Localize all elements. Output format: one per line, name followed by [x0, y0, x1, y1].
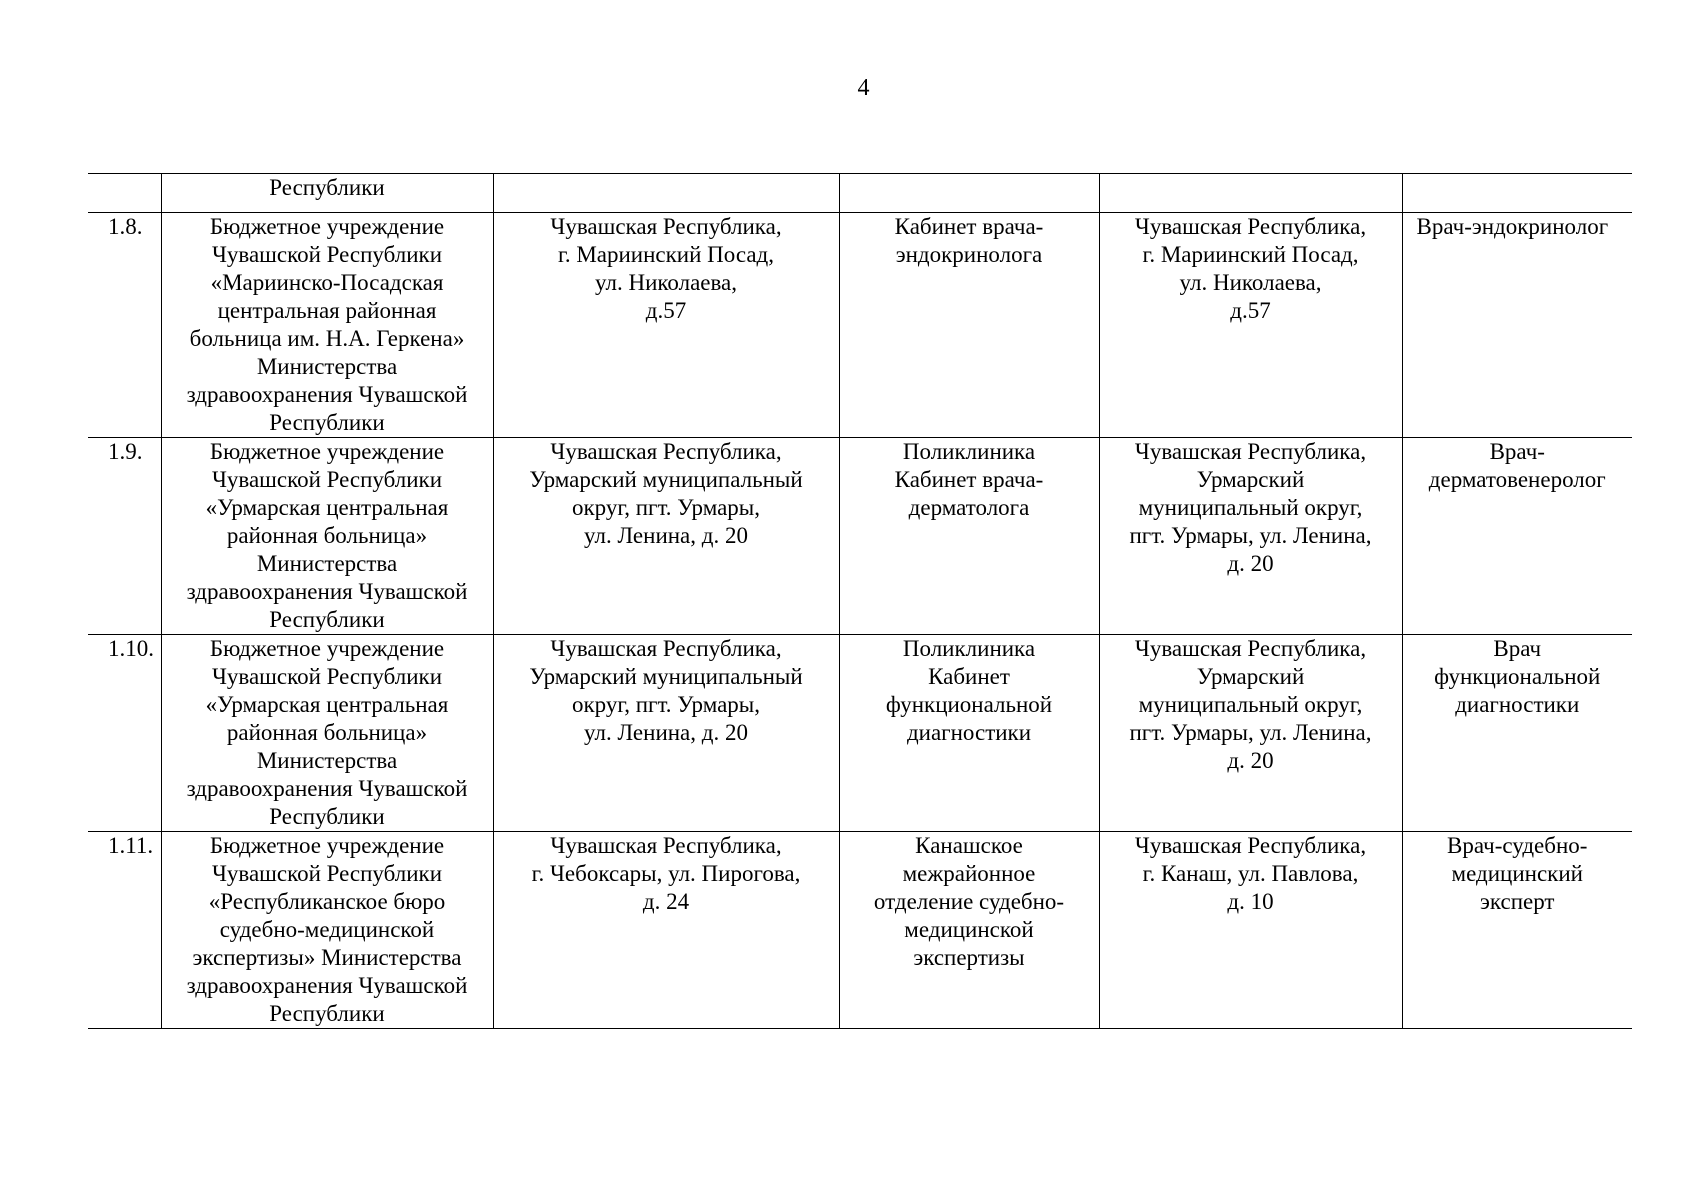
unit-cell [839, 174, 1099, 213]
unit-address-cell: Чувашская Республика, г. Канаш, ул. Павлова, д. 10 [1099, 832, 1402, 1029]
specialist-cell: Врач- дерматовенеролог [1402, 438, 1632, 635]
table-row [88, 438, 1632, 635]
institution-address-cell: Чувашская Республика, г. Мариинский Посад, ул. Николаева, д.57 [493, 213, 839, 438]
row-number-cell: 1.8. [88, 213, 161, 438]
table-row [88, 832, 1632, 1029]
unit-address-cell: Чувашская Республика, г. Мариинский Посад, ул. Николаева, д.57 [1099, 213, 1402, 438]
institution-cell: Бюджетное учреждение Чувашской Республики «Урмарская центральная районная больница» Министерства здравоохранения Чувашской Республики [161, 438, 493, 635]
row-number-cell: 1.9. [88, 438, 161, 635]
page-number: 4 [857, 75, 870, 101]
institution-address-cell: Чувашская Республика, Урмарский муниципальный округ, пгт. Урмары, ул. Ленина, д. 20 [493, 635, 839, 832]
specialist-cell: Врач-эндокринолог [1402, 213, 1632, 438]
institution-cell: Бюджетное учреждение Чувашской Республики «Урмарская центральная районная больница» Министерства здравоохранения Чувашской Республики [161, 635, 493, 832]
row-number-cell: 1.10. [88, 635, 161, 832]
institution-cell: Бюджетное учреждение Чувашской Республики «Республиканское бюро судебно-медицинской экспертизы» Министерства здравоохранения Чувашской Республики [161, 832, 493, 1029]
table-row-continuation [88, 174, 1632, 213]
specialist-cell: Врач функциональной диагностики [1402, 635, 1632, 832]
unit-address-cell: Чувашская Республика, Урмарский муниципальный округ, пгт. Урмары, ул. Ленина, д. 20 [1099, 635, 1402, 832]
institution-address-cell: Чувашская Республика, Урмарский муниципальный округ, пгт. Урмары, ул. Ленина, д. 20 [493, 438, 839, 635]
institution-address-cell: Чувашская Республика, г. Чебоксары, ул. Пирогова, д. 24 [493, 832, 839, 1029]
row-number-cell [88, 174, 161, 213]
institution-cell: Бюджетное учреждение Чувашской Республики «Мариинско-Посадская центральная районная больница им. Н.А. Геркена» Министерства здравоохранения Чувашской Республики [161, 213, 493, 438]
specialist-cell: Врач-судебно- медицинский эксперт [1402, 832, 1632, 1029]
specialist-cell [1402, 174, 1632, 213]
unit-cell: Поликлиника Кабинет врача- дерматолога [839, 438, 1099, 635]
unit-cell: Поликлиника Кабинет функциональной диагностики [839, 635, 1099, 832]
facilities-table [88, 173, 1632, 1029]
table-row [88, 213, 1632, 438]
institution-address-cell [493, 174, 839, 213]
row-number-cell: 1.11. [88, 832, 161, 1029]
table-row [88, 635, 1632, 832]
institution-cell: Республики [161, 174, 493, 213]
unit-address-cell: Чувашская Республика, Урмарский муниципальный округ, пгт. Урмары, ул. Ленина, д. 20 [1099, 438, 1402, 635]
unit-cell: Кабинет врача- эндокринолога [839, 213, 1099, 438]
unit-address-cell [1099, 174, 1402, 213]
unit-cell: Канашское межрайонное отделение судебно- медицинской экспертизы [839, 832, 1099, 1029]
